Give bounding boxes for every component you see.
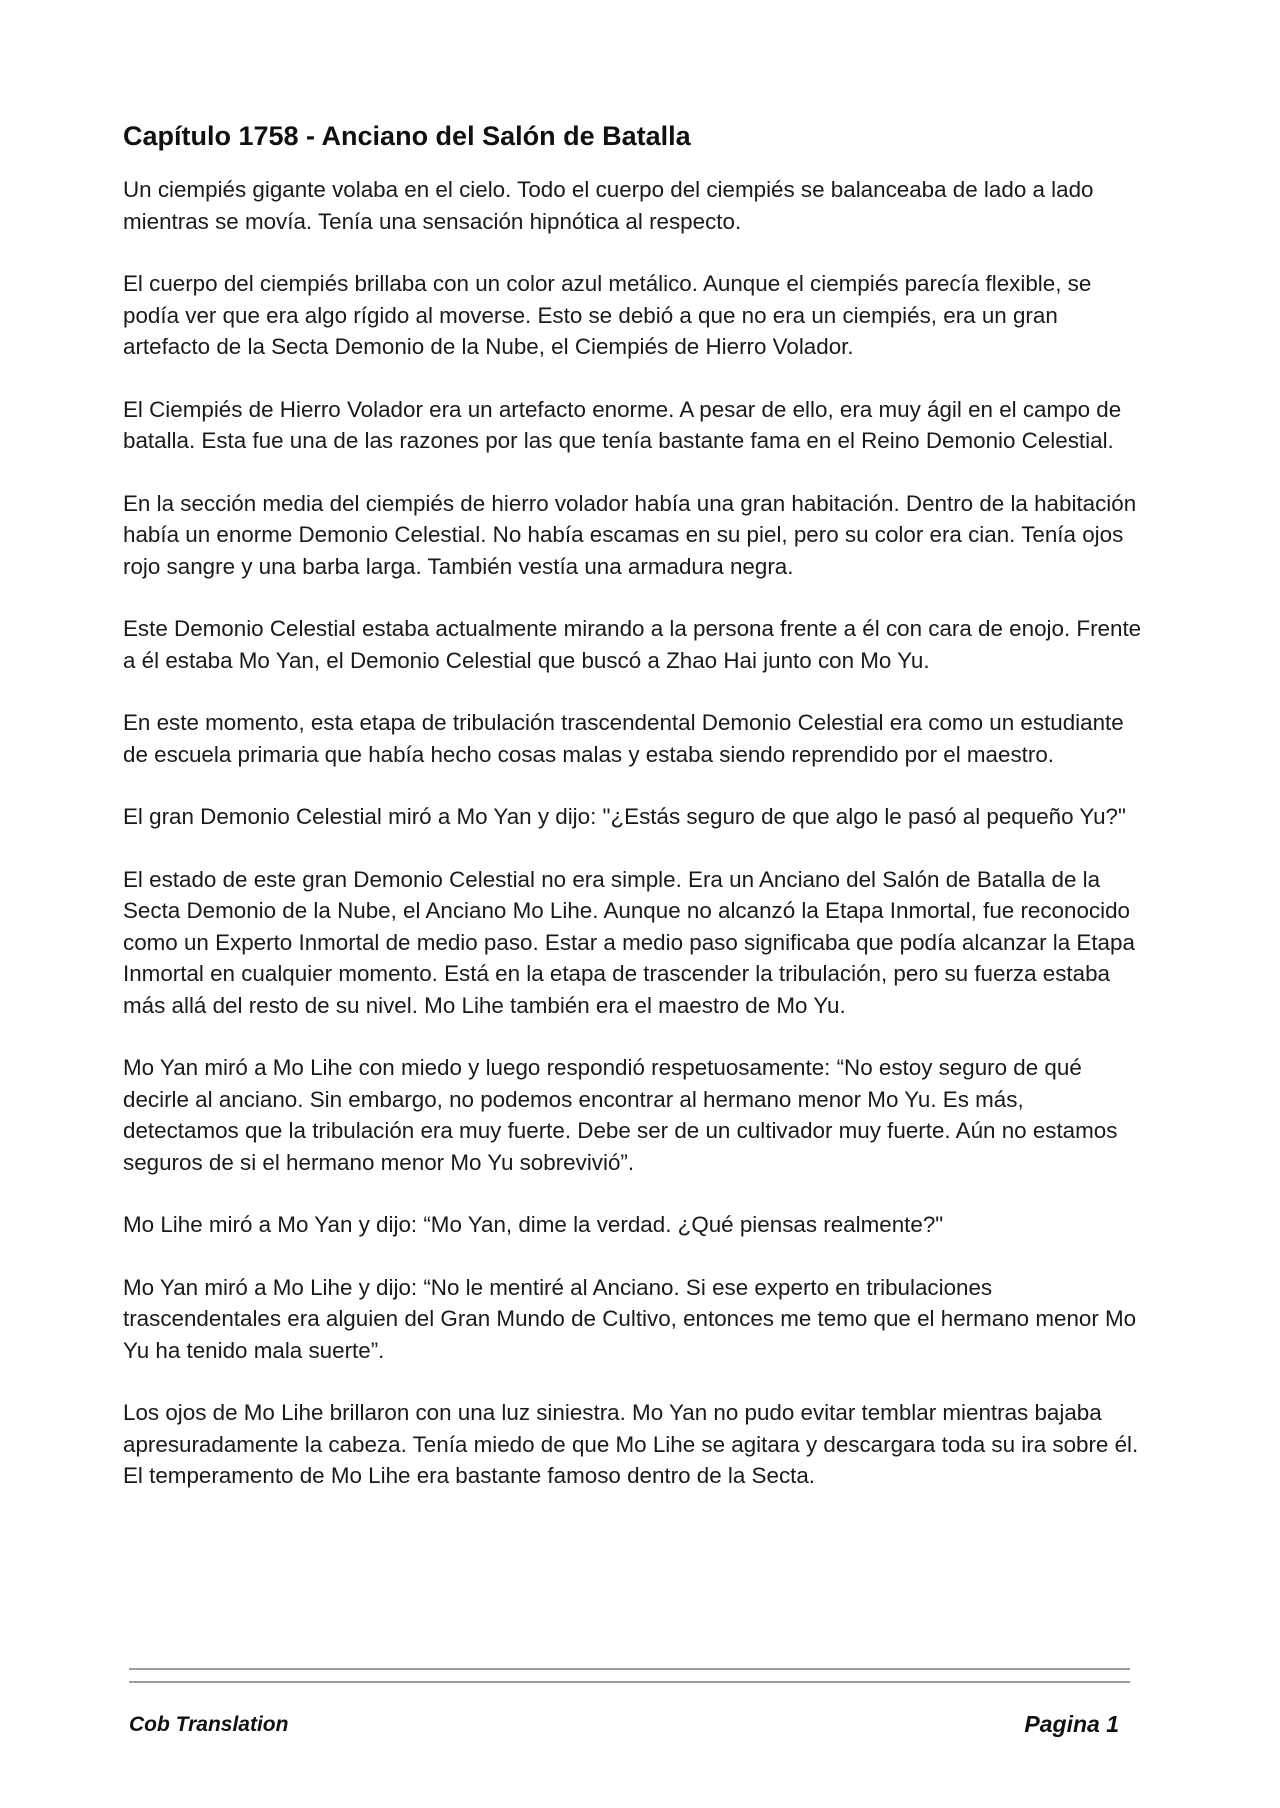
paragraph: En la sección media del ciempiés de hierro volador había una gran habitación. Dentro de la habitación había un enorme Demonio Celestial. No había escamas en su piel, pero su color era cian. Tenía ojos rojo sangre y una barba larga. También vestía una armadura negra. [123, 490, 1137, 579]
footer-translator-credit: Cob Translation [129, 1713, 289, 1736]
paragraph: Mo Yan miró a Mo Lihe y dijo: “No le mentiré al Anciano. Si ese experto en tribulaciones trascendentales era alguien del Gran Mundo de Cultivo, entonces me temo que el hermano menor Mo Yu ha tenido mala suerte”. [123, 1274, 1137, 1363]
paragraph: Este Demonio Celestial estaba actualmente mirando a la persona frente a él con cara de enojo. Frente a él estaba Mo Yan, el Demonio Celestial que buscó a Zhao Hai junto con Mo Yu. [123, 616, 1142, 673]
paragraph: El cuerpo del ciempiés brillaba con un color azul metálico. Aunque el ciempiés parecía flexible, se podía ver que era algo rígido al moverse. Esto se debió a que no era un ciempiés, era un gran artefacto de la Secta Demonio de la Nube, el Ciempiés de Hierro Volador. [123, 271, 1092, 359]
paragraph: El Ciempiés de Hierro Volador era un artefacto enorme. A pesar de ello, era muy ágil en el campo de batalla. Esta fue una de las razones por las que tenía bastante fama en el Reino Demonio Celestial. [123, 396, 1122, 453]
paragraph: Un ciempiés gigante volaba en el cielo. Todo el cuerpo del ciempiés se balanceaba de lado a lado mientras se movía. Tenía una sensación hipnótica al respecto. [123, 177, 1094, 234]
document-page [123, 118, 1143, 1523]
divider-line [129, 1668, 1130, 1670]
chapter-title: Capítulo 1758 - Anciano del Salón de Batalla [123, 121, 691, 151]
divider-line [129, 1681, 1130, 1683]
footer-page-number: Pagina 1 [1024, 1711, 1119, 1737]
paragraph: Mo Lihe miró a Mo Yan y dijo: “Mo Yan, dime la verdad. ¿Qué piensas realmente?" [123, 1212, 944, 1237]
paragraph: En este momento, esta etapa de tribulación trascendental Demonio Celestial era como un estudiante de escuela primaria que había hecho cosas malas y estaba siendo reprendido por el maestro. [123, 710, 1124, 767]
footer-divider [129, 1668, 1130, 1694]
paragraph: El gran Demonio Celestial miró a Mo Yan y dijo: "¿Estás seguro de que algo le pasó al pequeño Yu?" [123, 804, 1126, 829]
page-footer [129, 1713, 1119, 1747]
paragraph: El estado de este gran Demonio Celestial no era simple. Era un Anciano del Salón de Batalla de la Secta Demonio de la Nube, el Anciano Mo Lihe. Aunque no alcanzó la Etapa Inmortal, fue reconocido como un Experto Inmortal de medio paso. Estar a medio paso significaba que podía alcanzar la Etapa Inmortal en cualquier momento. Está en la etapa de trascender la tribulación, pero su fuerza estaba más allá del resto de su nivel. Mo Lihe también era el maestro de Mo Yu. [123, 866, 1135, 1018]
paragraph: Los ojos de Mo Lihe brillaron con una luz siniestra. Mo Yan no pudo evitar temblar mientras bajaba apresuradamente la cabeza. Tenía miedo de que Mo Lihe se agitara y descargara toda su ira sobre él. El temperamento de Mo Lihe era bastante famoso dentro de la Secta. [123, 1400, 1139, 1488]
paragraph: Mo Yan miró a Mo Lihe con miedo y luego respondió respetuosamente: “No estoy seguro de qué decirle al anciano. Sin embargo, no podemos encontrar al hermano menor Mo Yu. Es más, detectamos que la tribulación era muy fuerte. Debe ser de un cultivador muy fuerte. Aún no estamos seguros de si el hermano menor Mo Yu sobrevivió”. [123, 1055, 1118, 1175]
